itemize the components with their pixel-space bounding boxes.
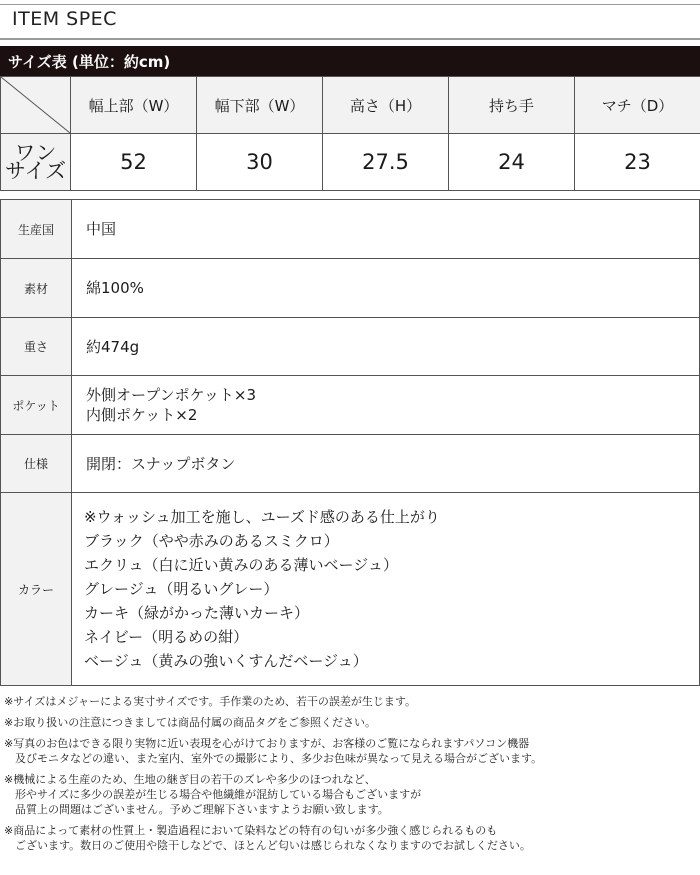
spec-row-pocket <box>1 376 700 435</box>
size-table-title-bar <box>0 46 700 76</box>
color-item-navy: ネイビー（明るめの紺） <box>84 628 249 646</box>
pocket-line: 外側オープンポケット×3 <box>86 386 257 404</box>
spec-row-material <box>1 259 700 318</box>
size-table-header-row <box>1 77 700 134</box>
spec-label-material: 素材 <box>1 259 72 318</box>
spec-value-material: 綿100% <box>72 259 700 318</box>
column-header-bottom-width: 幅下部（W） <box>197 77 323 134</box>
row-label-line1: ワン <box>14 141 57 165</box>
spec-row-weight <box>1 318 700 376</box>
size-table-title: サイズ表 (単位：約cm) <box>8 53 171 71</box>
column-header-depth: マチ（D） <box>575 77 700 134</box>
value-top-width: 52 <box>71 134 197 191</box>
header-bottom-rule <box>0 38 700 40</box>
notes-section <box>4 694 696 859</box>
note-odor: ※商品によって素材の性質上・製造過程において染料などの特有の匂いが多少強く感じられるものも ございます。数日のご使用や陰干しなどで、ほとんど匂いは感じられなくなりますのでお試しください。 <box>4 824 531 852</box>
corner-diagonal-line <box>1 77 70 133</box>
pocket-line: 内側ポケット×2 <box>86 406 198 424</box>
color-item-black: ブラック（やや赤みのあるスミクロ） <box>84 532 339 550</box>
color-item-khaki: カーキ（緑がかった薄いカーキ） <box>84 604 310 622</box>
spec-value-weight: 約474g <box>72 318 700 376</box>
note-measurement: ※サイズはメジャーによる実寸サイズです。手作業のため、若干の誤差が生じます。 <box>4 695 417 708</box>
value-height: 27.5 <box>323 134 449 191</box>
row-label-one-size <box>1 134 71 191</box>
column-header-top-width: 幅上部（W） <box>71 77 197 134</box>
row-label-line2: サイズ <box>4 159 67 183</box>
note-care: ※お取り扱いの注意につきましては商品付属の商品タグをご参照ください。 <box>4 716 376 729</box>
column-header-height: 高さ（H） <box>323 77 449 134</box>
spec-row-closure <box>1 435 700 493</box>
header-top-rule <box>0 4 700 5</box>
color-item-greige: グレージュ（明るいグレー） <box>84 580 279 598</box>
page-title: ITEM SPEC <box>12 8 117 30</box>
spec-label-country: 生産国 <box>1 200 72 259</box>
value-handle: 24 <box>449 134 575 191</box>
page-header <box>0 0 700 44</box>
spec-row-country <box>1 200 700 259</box>
spec-label-pocket: ポケット <box>1 376 72 435</box>
spec-label-weight: 重さ <box>1 318 72 376</box>
size-table-corner-cell <box>1 77 71 134</box>
spec-value-country: 中国 <box>72 200 700 259</box>
size-table-row <box>1 134 700 191</box>
spec-label-closure: 仕様 <box>1 435 72 493</box>
value-bottom-width: 30 <box>197 134 323 191</box>
column-header-handle: 持ち手 <box>449 77 575 134</box>
note-manufacturing: ※機械による生産のため、生地の継ぎ目の若干のズレや多少のほつれなど、 形やサイズに多少の誤差が生じる場合や他繊維が混紡している場合もございますが 品質上の問題はございません。予めご理解下さいますようお願い致します。 <box>4 773 422 816</box>
spec-value-pocket <box>72 376 700 435</box>
spec-table <box>0 199 700 686</box>
spec-value-color <box>72 493 700 686</box>
color-note: ※ウォッシュ加工を施し、ユーズド感のある仕上がり <box>84 508 440 526</box>
color-item-beige: ベージュ（黄みの強いくすんだベージュ） <box>84 652 368 670</box>
note-photo-color: ※写真のお色はできる限り実物に近い表現を心がけておりますが、お客様のご覧になられますパソコン機器 及びモニタなどの違い、また室内、室外での撮影により、多少お色味が異なって見える場合がございます。 <box>4 737 543 765</box>
color-item-ecru: エクリュ（白に近い黄みのある薄いベージュ） <box>84 556 398 574</box>
spec-row-color <box>1 493 700 686</box>
size-table <box>0 76 700 191</box>
spec-value-closure: 開閉：スナップボタン <box>72 435 700 493</box>
spec-label-color: カラー <box>1 493 72 686</box>
value-depth: 23 <box>575 134 700 191</box>
